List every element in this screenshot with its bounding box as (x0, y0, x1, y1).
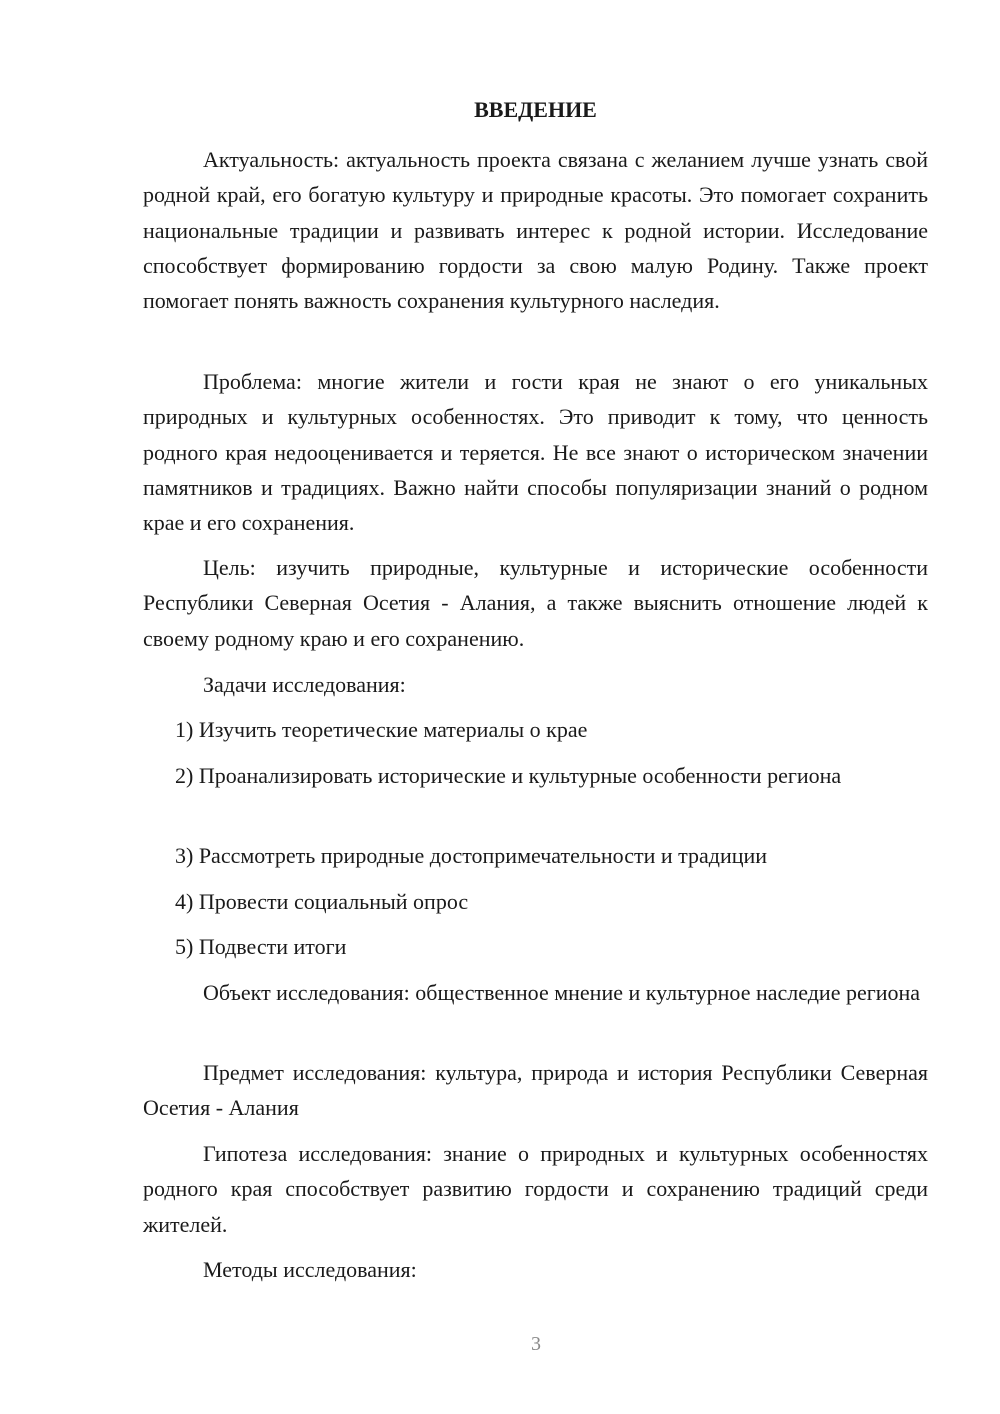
task-item-5: 5) Подвести итоги (175, 934, 347, 959)
paragraph-relevance: Актуальность: актуальность проекта связана с желанием лучше узнать свой родной край, его богатую культуру и природные красоты. Это помогает сохранить национальные традиции и развивать интерес к родной истории. Исследование способствует формированию гордости за свою малую Родину. Также проект помогает понять важность сохранения культурного наследия. (143, 147, 928, 314)
paragraph-goal: Цель: изучить природные, культурные и исторические особенности Республики Северная Осетия - Алания, а также выяснить отношение людей к своему родному краю и его сохранению. (143, 555, 928, 651)
task-item-1: 1) Изучить теоретические материалы о крае (175, 717, 588, 742)
paragraph-problem: Проблема: многие жители и гости края не знают о его уникальных природных и культурных особенностях. Это приводит к тому, что ценность родного края недооценивается и теряется. Не все знают о историческом значении памятников и традициях. Важно найти способы популяризации знаний о родном крае и его сохранения. (143, 369, 928, 536)
page-number: 3 (531, 1333, 541, 1355)
task-item-4: 4) Провести социальный опрос (175, 889, 469, 914)
task-item-2: 2) Проанализировать исторические и культурные особенности региона (175, 763, 842, 788)
methods-heading: Методы исследования: (203, 1257, 417, 1282)
task-item-3: 3) Рассмотреть природные достопримечательности и традиции (175, 843, 768, 868)
page-title: ВВЕДЕНИЕ (474, 97, 597, 122)
paragraph-object: Объект исследования: общественное мнение и культурное наследие региона (203, 980, 921, 1005)
paragraph-subject: Предмет исследования: культура, природа и история Республики Северная Осетия - Алания (143, 1060, 928, 1121)
tasks-heading: Задачи исследования: (203, 672, 406, 697)
paragraph-hypothesis: Гипотеза исследования: знание о природных и культурных особенностях родного края способствует развитию гордости и сохранению традиций среди жителей. (143, 1141, 928, 1237)
